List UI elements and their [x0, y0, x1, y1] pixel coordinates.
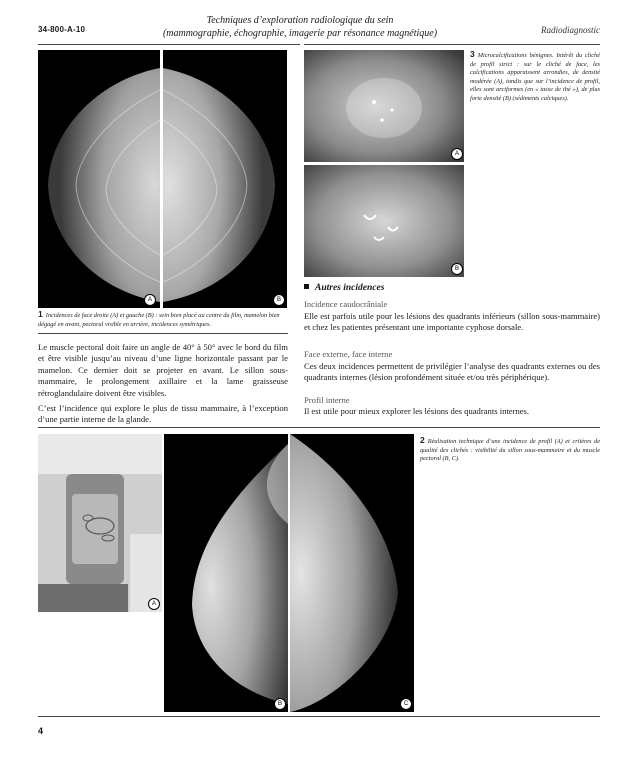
figure2-top-rule: [38, 427, 600, 428]
figure1-image-b: [163, 50, 287, 308]
figure3-image-a: [304, 50, 464, 162]
figure2-label-b: B: [274, 698, 286, 710]
section-bullet: [304, 284, 309, 289]
figure2-caption: [420, 436, 600, 464]
figure3-label-a: A: [451, 148, 463, 160]
footer-rule: [38, 716, 600, 717]
figure1-caption-text: Incidences de face droite (A) et gauche (B) : sein bien placé au centre du film, mamelon bien dégagé en avant, pectoral visible en arrière, incidences symétriques.: [38, 312, 280, 328]
left-paragraph-1: Le muscle pectoral doit faire un angle de 40° à 50° avec le bord du film et être visible jusqu’au niveau d’une ligne horizontale passant par le mamelon. Ce dernier doit se projeter en avant. Le sillon sous-mammaire, le prolongement axillaire et la lame graisseuse rétroglandulaire doivent être visibles.: [38, 342, 288, 398]
text-caudocranial: Elle est parfois utile pour les lésions des quadrants inférieurs (sillon sous-mammaire) et chez les patientes présentant une importante cyphose dorsale.: [304, 311, 600, 333]
section-heading: [304, 283, 384, 293]
figure3-label-b: B: [451, 263, 463, 275]
running-title: [140, 14, 460, 40]
mammogram-profile-b: [164, 434, 288, 712]
positioning-photo: [38, 434, 162, 612]
running-title-line2: (mammographie, échographie, imagerie par résonance magnétique): [162, 28, 438, 39]
figure3-number: 3: [470, 49, 475, 59]
figure2-label-c: C: [400, 698, 412, 710]
mammogram-a: [38, 50, 160, 308]
figure3-image-b: [304, 165, 464, 277]
figure1-label-b: B: [273, 294, 285, 306]
text-face-externe-interne: Ces deux incidences permettent de privilégier l’analyse des quadrants externes ou des quadrants internes (lésion profondément située et/ou très périphérique).: [304, 361, 600, 383]
figure2-number: 2: [420, 435, 425, 445]
figure1-rule: [38, 333, 288, 334]
page-number: 4: [38, 726, 44, 736]
figure2-image-a: [38, 434, 162, 612]
running-title-line1: Techniques d’exploration radiologique du sein: [206, 15, 394, 26]
figure1-number: 1: [38, 309, 43, 319]
figure2-image-c: [290, 434, 414, 712]
subheading-profil-interne: Profil interne: [304, 395, 350, 405]
text-profil-interne: Il est utile pour mieux explorer les lésions des quadrants internes.: [304, 406, 530, 416]
mammogram-b: [163, 50, 287, 308]
figure1-caption: [38, 310, 288, 329]
section-name: Radiodiagnostic: [541, 25, 600, 35]
figure3-caption: [470, 50, 600, 103]
figure3-caption-text: Microcalcifications bénignes. Intérêt du cliché de profil strict : sur le cliché de face, les calcifications apparaissent arrondies, de densité modérée (A), tandis que sur l’incidence de profil, elles sont arciformes (en « tasse de thé »), de plus forte densité (B) (sédiments calciques).: [470, 52, 600, 102]
figure2-label-a: A: [148, 598, 160, 610]
subheading-caudocranial: Incidence caudocrâniale: [304, 299, 388, 309]
left-column-text: [38, 342, 288, 430]
header-rule-left: [38, 44, 300, 45]
mammogram-profile-c: [290, 434, 414, 712]
document-code: 34-800-A-10: [38, 25, 86, 34]
figure2-image-b: [164, 434, 288, 712]
figure1-label-a: A: [144, 294, 156, 306]
section-heading-text: Autres incidences: [315, 283, 385, 293]
figure1-image-a: [38, 50, 160, 308]
subheading-face-externe-interne: Face externe, face interne: [304, 349, 393, 359]
header-rule-right: [304, 44, 600, 45]
left-paragraph-2: C’est l’incidence qui explore le plus de tissu mammaire, à l’exception d’une partie interne de la glande.: [38, 403, 288, 425]
microcalcification-view-a: [304, 50, 464, 162]
figure2-caption-text: Réalisation technique d’une incidence de profil (A) et critères de qualité des clichés : visibilité du sillon sous-mammaire et du muscle pectoral (B, C).: [420, 438, 600, 462]
microcalcification-view-b: [304, 165, 464, 277]
